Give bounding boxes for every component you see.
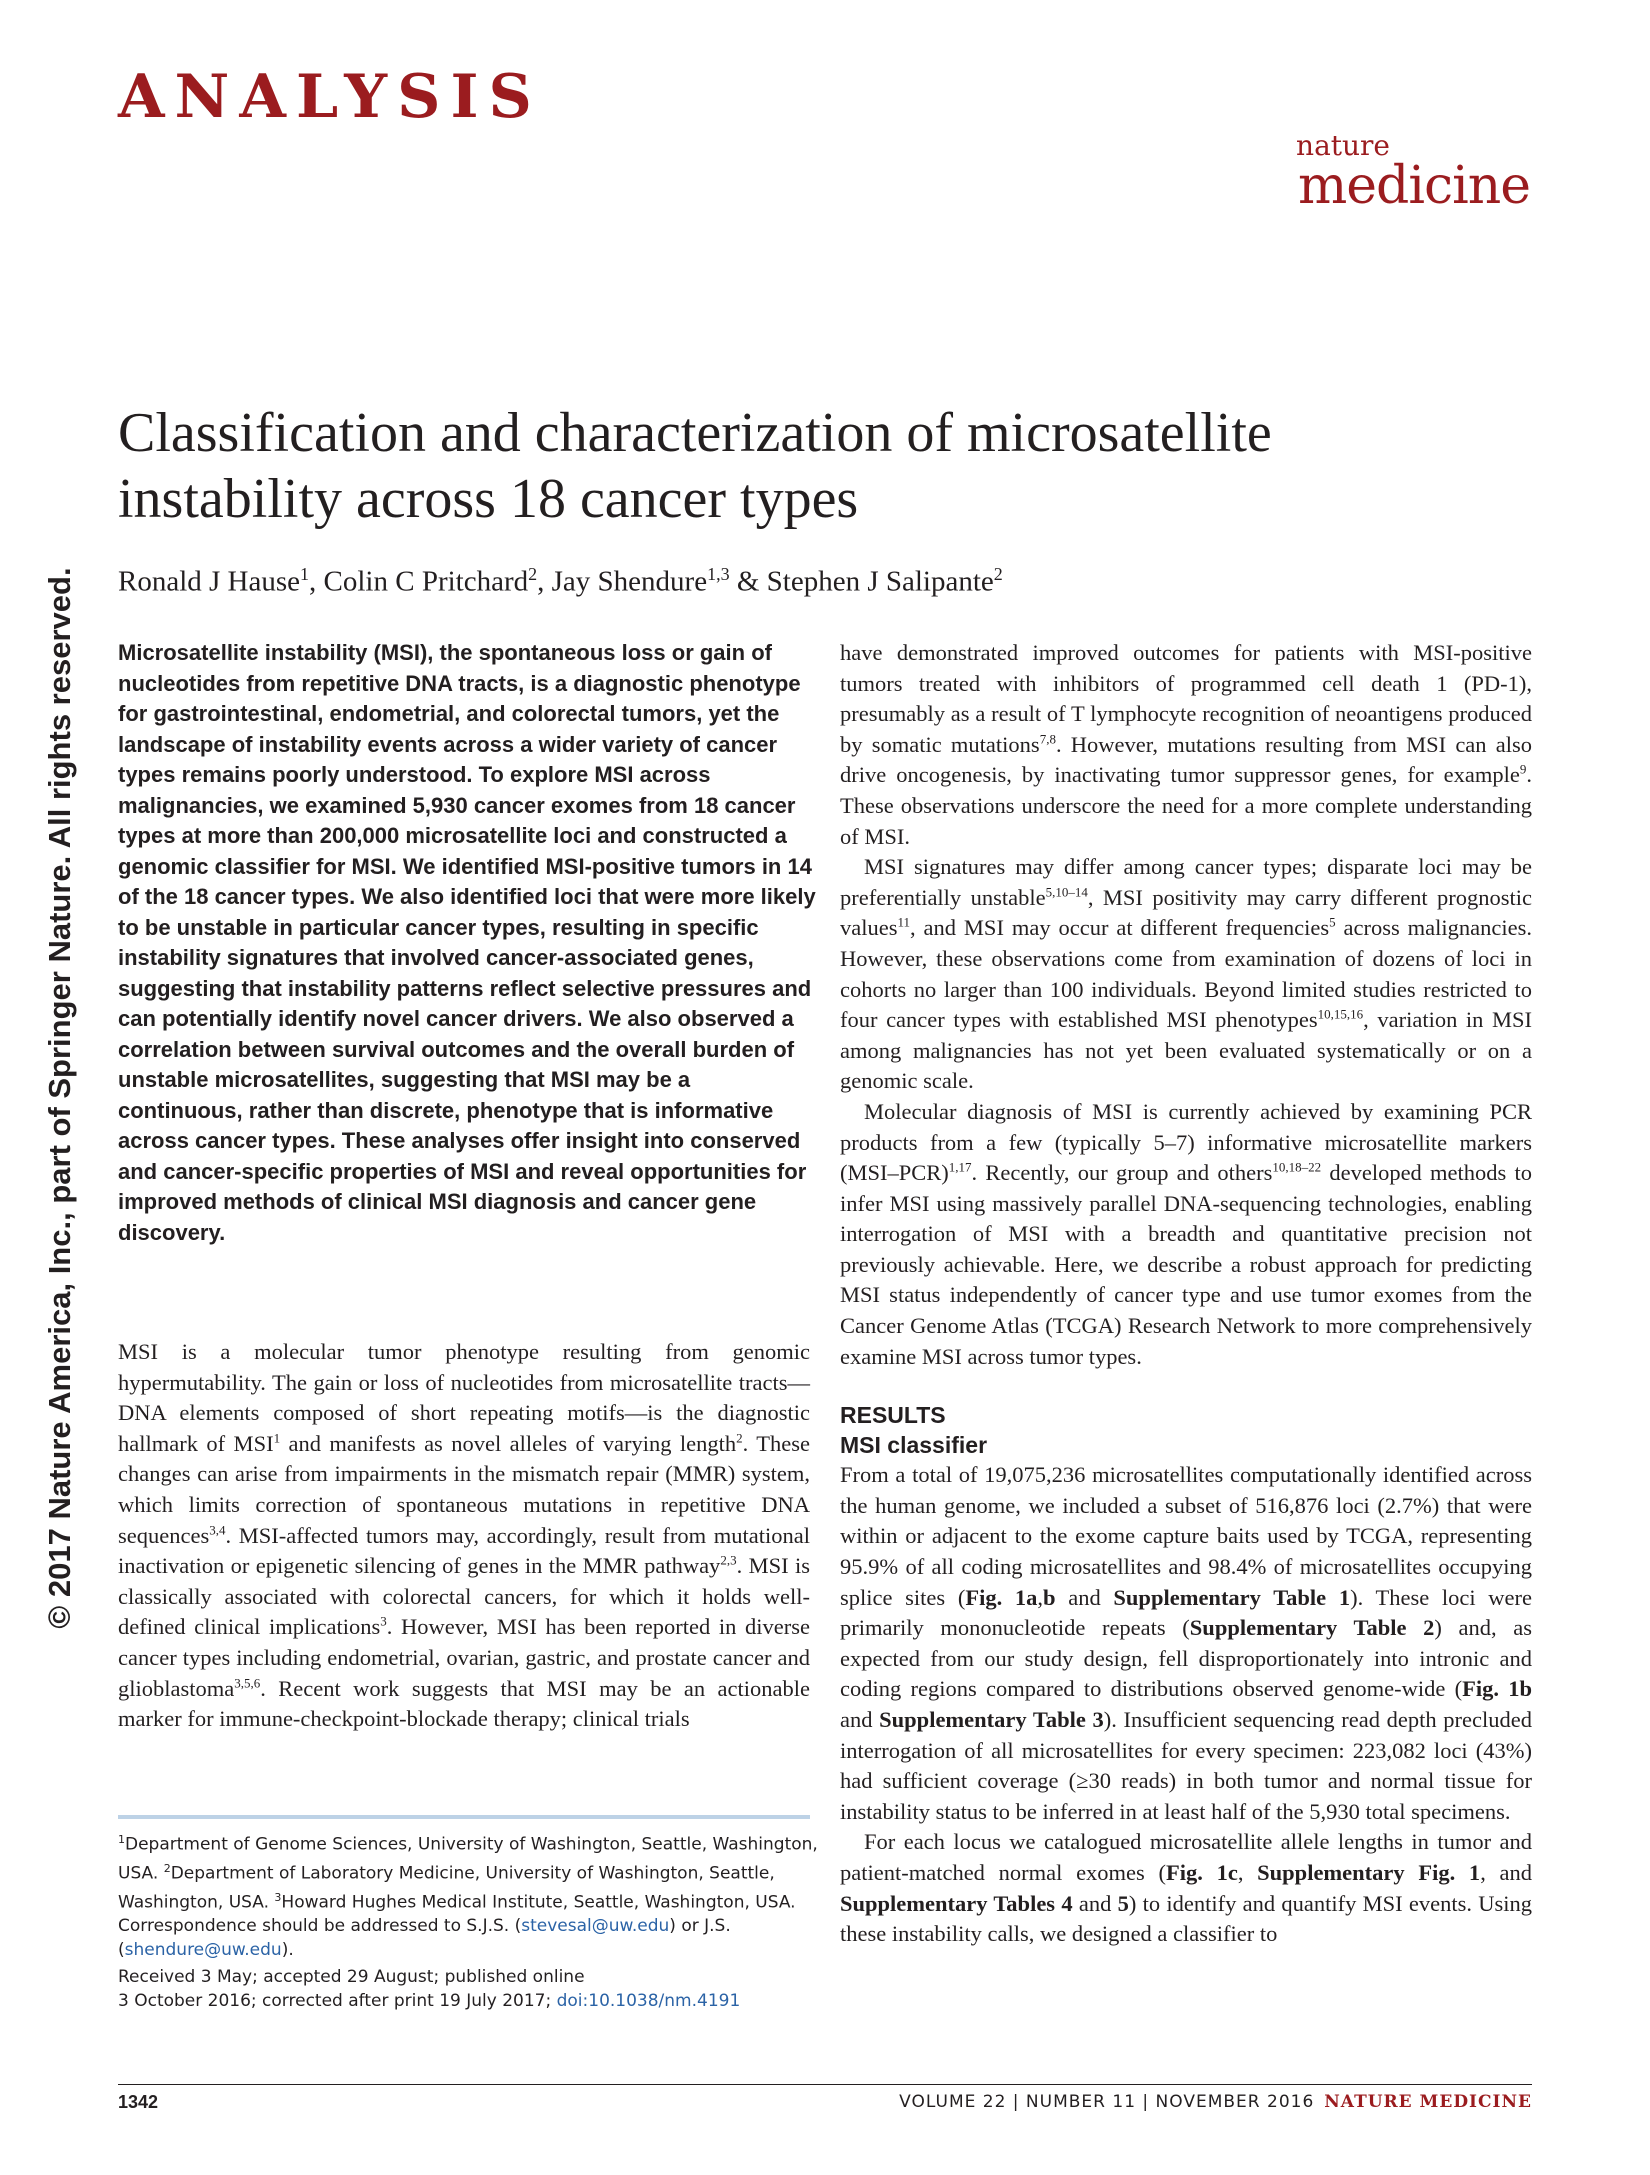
author-affiliation: 1,3 xyxy=(707,564,730,584)
reference[interactable]: 3 xyxy=(380,1613,387,1629)
journal-logo xyxy=(1296,129,1530,216)
reference[interactable]: 11 xyxy=(897,914,911,930)
title-line-1: Classification and characterization of microsatellite xyxy=(118,402,1272,464)
logo-medicine: medicine xyxy=(1297,156,1530,216)
body-paragraph: MSI is a molecular tumor phenotype resulting from genomic hypermutability. The gain or loss of nucleotides from microsatellite tracts—DNA elements composed of short repeating motifs—is the diagnostic hallmark of MSI$^1$ and manifests as novel alleles of varying length$^2$. These changes can arise from impairments in the mismatch repair (MMR) system, which limits correction of spontaneous mutations in repetitive DNA sequences$^{3,4}$. MSI-affected tumors may, accordingly, result from mutational inactivation or epigenetic silencing of genes in the MMR pathway$^{2,3}$. MSI is classically associated with colorectal cancers, for which it holds well-defined clinical implications$^3$. However, MSI has been reported in diverse cancer types including endometrial, ovarian, gastric, and prostate cancer and glioblastoma$^{3,5,6}$. Recent work suggests that MSI may be an actionable marker for immune-checkpoint-blockade therapy; clinical trials xyxy=(118,1339,810,1732)
reference[interactable]: 10,15,16 xyxy=(1317,1006,1364,1022)
footnote-divider xyxy=(118,1815,810,1819)
supplementary-ref[interactable]: Supplementary Tables 4 xyxy=(840,1890,1073,1916)
body-paragraph: MSI signatures may differ among cancer types; disparate loci may be preferentially unstable$^{5,10-14}$, MSI positivity may carry different prognostic values$^{11}$, and MSI may occur at different frequencies$^5$ across malignancies. However, these observations come from examination of dozens of loci in cohorts no larger than 100 individuals. Beyond limited studies restricted to four cancer types with established MSI phenotypes$^{10,15,16}$, variation in MSI among malignancies has not yet been evaluated systematically or on a genomic scale. xyxy=(840,854,1532,1094)
title-line-2: instability across 18 cancer types xyxy=(118,468,859,530)
reference[interactable]: 1 xyxy=(273,1430,281,1446)
supplementary-ref[interactable]: 5 xyxy=(1117,1890,1129,1916)
footer-issue xyxy=(899,2092,1532,2112)
email-link[interactable]: shendure@uw.edu xyxy=(124,1939,282,1960)
reference[interactable]: 3,5,6 xyxy=(234,1675,261,1691)
reference[interactable]: 5,10–14 xyxy=(1045,884,1088,900)
left-column-body xyxy=(118,1337,810,1735)
logo-nature: nature xyxy=(1296,129,1390,162)
supplementary-ref[interactable]: Supplementary Fig. 1 xyxy=(1257,1859,1481,1885)
author-name: Stephen J Salipante xyxy=(766,565,994,598)
figure-ref[interactable]: b xyxy=(1043,1584,1056,1610)
author-separator: , xyxy=(309,565,324,598)
reference[interactable]: 3,4 xyxy=(209,1522,226,1538)
author-name: Jay Shendure xyxy=(551,565,708,598)
subsection-heading: MSI classifier xyxy=(840,1432,988,1459)
author-separator: & xyxy=(729,565,767,598)
right-column-body xyxy=(840,638,1532,1950)
reference[interactable]: 1,17 xyxy=(948,1159,972,1175)
reference[interactable]: 2 xyxy=(736,1430,743,1446)
supplementary-ref[interactable]: Supplementary Table 1 xyxy=(1113,1584,1351,1610)
author-affiliation: 2 xyxy=(528,564,538,584)
received-dates: Received 3 May; accepted 29 August; published online 3 October 2016; corrected after print 19 July 2017; doi:10.1038/nm.4191 xyxy=(118,1967,741,2011)
figure-ref[interactable]: Fig. 1b xyxy=(1462,1676,1532,1702)
figure-ref[interactable]: Fig. 1a xyxy=(965,1584,1038,1610)
affiliations: $^1$Department of Genome Sciences, University of Washington, Seattle, Washington, USA. $^2$Department of Laboratory Medicine, University of Washington, Seattle, Washington, USA. $^3$Howard Hughes Medical Institute, Seattle, Washington, USA. Correspondence should be addressed to S.J.S. (stevesal@uw.edu) or J.S. (shendure@uw.edu). xyxy=(118,1833,818,1960)
author-list xyxy=(118,564,1418,599)
reference[interactable]: 10,18–22 xyxy=(1272,1159,1322,1175)
author-affiliation: 2 xyxy=(993,564,1003,584)
supplementary-ref[interactable]: Supplementary Table 3 xyxy=(879,1707,1104,1732)
body-paragraph: From a total of 19,075,236 microsatellites computationally identified across the human genome, we included a subset of 516,876 loci (2.7%) that were within or adjacent to the exome capture baits used by TCGA, representing 95.9% of all coding microsatellites and 98.4% of microsatellites occupying splice sites (Fig. 1a,b and Supplementary Table 1). These loci were primarily mononucleotide repeats (Supplementary Table 2) and, as expected from our study design, fell disproportionately into intronic and coding regions compared to distributions observed genome-wide (Fig. 1b and Supplementary Table 3). Insufficient sequencing read depth precluded interrogation of all microsatellites for every specimen: 223,082 loci (43%) had sufficient coverage (≥30 reads) in both tumor and normal tissue for instability status to be inferred in at least half of the 5,930 total specimens. xyxy=(840,1462,1533,1824)
author-name: Colin C Pritchard xyxy=(323,565,529,598)
reference[interactable]: 2,3 xyxy=(720,1552,737,1568)
abstract: Microsatellite instability (MSI), the spontaneous loss or gain of nucleotides from repetitive DNA tracts, is a diagnostic phenotype for gastrointestinal, endometrial, and colorectal tumors, yet the landscape of instability events across a wider variety of cancer types remains poorly understood. To explore MSI across malignancies, we examined 5,930 cancer exomes from 18 cancer types at more than 200,000 microsatellite loci and constructed a genomic classifier for MSI. We identified MSI-positive tumors in 14 of the 18 cancer types. We also identified loci that were more likely to be unstable in particular cancer types, resulting in specific instability signatures that involved cancer-associated genes, suggesting that instability patterns reflect selective pressures and can potentially identify novel cancer drivers. We also observed a correlation between survival outcomes and the overall burden of unstable microsatellites, suggesting that MSI may be a continuous, rather than discrete, phenotype that is informative across cancer types. These analyses offer insight into conserved and cancer-specific properties of MSI and reveal opportunities for improved methods of clinical MSI diagnosis and cancer gene discovery. xyxy=(118,640,816,1245)
reference[interactable]: 5 xyxy=(1329,914,1336,930)
page-number: 1342 xyxy=(118,2092,159,2112)
doi-link[interactable]: doi:10.1038/nm.4191 xyxy=(556,1990,741,2011)
body-paragraph: have demonstrated improved outcomes for patients with MSI-positive tumors treated with inhibitors of programmed cell death 1 (PD-1), presumably as a result of T lymphocyte recognition of neoantigens produced by somatic mutations$^{7,8}$. However, mutations resulting from MSI can also drive oncogenesis, by inactivating tumor suppressor genes, for example$^9$. These observations underscore the need for a more complete understanding of MSI. xyxy=(840,640,1533,849)
results-heading: RESULTS xyxy=(840,1402,946,1429)
email-link[interactable]: stevesal@uw.edu xyxy=(521,1916,670,1937)
author-affiliation: 1 xyxy=(300,564,310,584)
supplementary-ref[interactable]: Supplementary Table 2 xyxy=(1189,1615,1435,1641)
side-copyright: © 2017 Nature America, Inc., part of Springer Nature. All rights reserved. xyxy=(42,567,77,1629)
body-paragraph: For each locus we catalogued microsatellite allele lengths in tumor and patient-matched normal exomes (Fig. 1c, Supplementary Fig. 1, and Supplementary Tables 4 and 5) to identify and quantify MSI events. Using these instability calls, we designed a classifier to xyxy=(840,1829,1533,1947)
issue-info: VOLUME 22 | NUMBER 11 | NOVEMBER 2016 xyxy=(899,2092,1315,2112)
reference[interactable]: 7,8 xyxy=(1039,731,1056,747)
article-title xyxy=(118,400,1418,532)
footer-divider xyxy=(118,2084,1532,2085)
body-paragraph: Molecular diagnosis of MSI is currently achieved by examining PCR products from a few (typically 5–7) informative microsatellite markers $(MSI-PCR)^{1,17}$. Recently, our group and others$^{10,18-22}$ developed methods to infer MSI using massively parallel DNA-sequencing technologies, enabling interrogation of MSI with a breadth and quantitative precision not previously achievable. Here, we describe a robust approach for predicting MSI status independently of cancer type and use tumor exomes from the Cancer Genome Atlas (TCGA) Research Network to more comprehensively examine MSI across tumor types. xyxy=(840,1098,1533,1369)
author-name: Ronald J Hause xyxy=(118,565,301,598)
footer-journal: NATURE MEDICINE xyxy=(1324,2092,1532,2112)
reference[interactable]: 9 xyxy=(1519,761,1527,777)
figure-ref[interactable]: Fig. 1c xyxy=(1166,1859,1238,1885)
section-label: ANALYSIS xyxy=(118,62,542,132)
author-separator: , xyxy=(537,565,552,598)
